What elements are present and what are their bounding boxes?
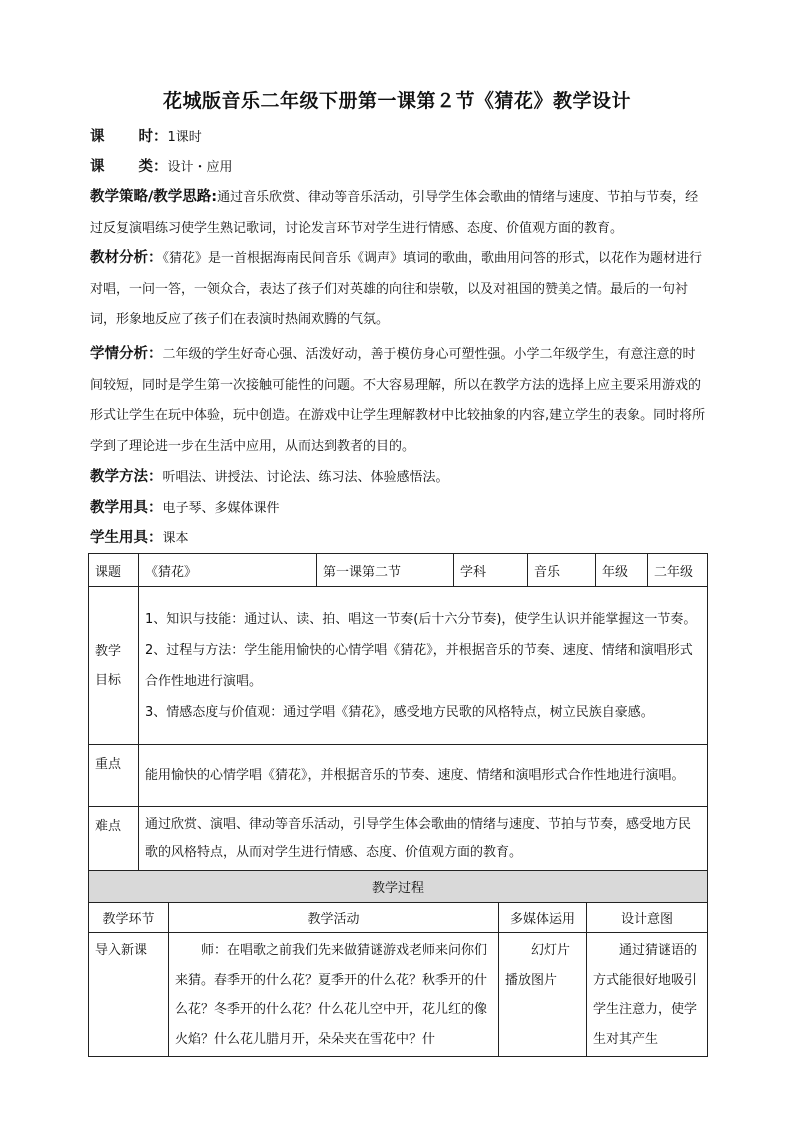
activity-cell: 师：在唱歌之前我们先来做猜谜游戏老师来问你们来猜。春季开的什么花？夏季开的什么花？秋季开的什么花？冬季开的什么花？什么花儿空中开，花儿红的像火焰？什么花儿腊月开，朵朵夹在雪花中？什 — [169, 933, 499, 1057]
subject-label: 学科 — [454, 554, 528, 587]
difficulty-row — [89, 807, 708, 871]
type-label-b: 类： — [138, 159, 168, 175]
material-text: 《猜花》是一首根据海南民间音乐《调声》填词的歌曲，歌曲用问答的形式，以花作为题材进行对唱，一问一答，一领众合，表达了孩子们对英雄的向往和崇敬，以及对祖国的赞美之情。最后的一句衬词，形象地反应了孩子们在表演时热闹欢腾的气氛。 — [90, 251, 703, 327]
hours-line — [90, 122, 708, 154]
teacher-tools-line — [90, 493, 708, 525]
student-tools-label: 学生用具： — [90, 530, 163, 546]
key-text: 能用愉快的心情学唱《猜花》，并根据音乐的节奏、速度、情绪和演唱形式合作性地进行演唱。 — [139, 745, 708, 807]
stage-cell: 导入新课 — [89, 933, 169, 1057]
learner-text: 二年级的学生好奇心强、活泼好动，善于模仿身心可塑性强。小学二年级学生，有意注意的时间较短，同时是学生第一次接触可能性的问题。不大容易理解，所以在教学方法的选择上应主要采用游戏的形式让学生在玩中体验，玩中创造。在游戏中让学生理解教材中比较抽象的内容,建立学生的表象。同时将所学到了理论进一步在生活中应用，从而达到教者的目的。 — [90, 347, 706, 454]
media-cell: 幻灯片播放图片 — [499, 933, 587, 1057]
lesson-value: 第一课第二节 — [317, 554, 454, 587]
key-label: 重点 — [89, 745, 139, 807]
teaching-process-table — [88, 870, 708, 1057]
goal-2: 2、过程与方法：学生能用愉快的心情学唱《猜花》，并根据音乐的节奏、速度、情绪和演唱形式合作性地进行演唱。 — [145, 642, 693, 689]
difficulty-text: 通过欣赏、演唱、律动等音乐活动，引导学生体会歌曲的情绪与速度、节拍与节奏，感受地方民歌的风格特点，从而对学生进行情感、态度、价值观方面的教育。 — [139, 807, 708, 871]
header-intent: 设计意图 — [587, 903, 708, 933]
info-header-row — [89, 554, 708, 587]
topic-value: 《猜花》 — [139, 554, 317, 587]
key-row — [89, 745, 708, 807]
difficulty-label: 难点 — [89, 807, 139, 871]
process-header-row — [89, 903, 708, 933]
hours-label-b: 时： — [138, 129, 168, 145]
header-stage: 教学环节 — [89, 903, 169, 933]
learner-paragraph — [90, 339, 708, 462]
process-banner-row — [89, 871, 708, 903]
strategy-label: 教学策略/教学思路: — [90, 189, 218, 205]
learner-label: 学情分析： — [90, 346, 163, 362]
goals-cell — [139, 587, 708, 745]
student-tools-line — [90, 523, 708, 555]
page-title: 花城版音乐二年级下册第一课第２节《猜花》教学设计 — [162, 90, 631, 112]
intent-cell: 通过猜谜语的方式能很好地吸引学生注意力，使学生对其产生 — [587, 933, 708, 1057]
teacher-tools-label: 教学用具： — [90, 500, 163, 516]
material-paragraph — [90, 243, 708, 336]
teacher-tools-text: 电子琴、多媒体课件 — [162, 501, 280, 516]
grade-value: 二年级 — [648, 554, 708, 587]
type-value: 设计・应用 — [167, 160, 233, 175]
strategy-text: 通过音乐欣赏、律动等音乐活动，引导学生体会歌曲的情绪与速度、节拍与节奏，经过反复演唱练习使学生熟记歌词，讨论发言环节对学生进行情感、态度、价值观方面的教育。 — [90, 190, 699, 236]
type-line — [90, 152, 708, 184]
method-text: 听唱法、讲授法、讨论法、练习法、体验感悟法。 — [162, 470, 449, 485]
goals-label: 教学目标 — [89, 587, 139, 745]
subject-value: 音乐 — [528, 554, 596, 587]
material-label: 教材分析： — [90, 250, 163, 266]
method-line — [90, 462, 708, 494]
hours-label-a: 课 — [90, 129, 105, 145]
header-media: 多媒体运用 — [499, 903, 587, 933]
goals-row — [89, 587, 708, 745]
lesson-info-table — [88, 553, 708, 871]
topic-label: 课题 — [89, 554, 139, 587]
process-banner: 教学过程 — [89, 871, 708, 903]
goal-1: 1、知识与技能：通过认、读、拍、唱这一节奏(后十六分节奏)，使学生认识并能掌握这一节奏。 — [145, 611, 697, 627]
strategy-paragraph — [90, 182, 708, 244]
grade-label: 年级 — [596, 554, 648, 587]
hours-value: 1课时 — [167, 130, 202, 145]
method-label: 教学方法： — [90, 469, 163, 485]
student-tools-text: 课本 — [162, 531, 189, 546]
table-row — [89, 933, 708, 1057]
type-label-a: 课 — [90, 159, 105, 175]
header-activity: 教学活动 — [169, 903, 499, 933]
goal-3: 3、情感态度与价值观：通过学唱《猜花》，感受地方民歌的风格特点，树立民族自豪感。 — [145, 704, 654, 720]
